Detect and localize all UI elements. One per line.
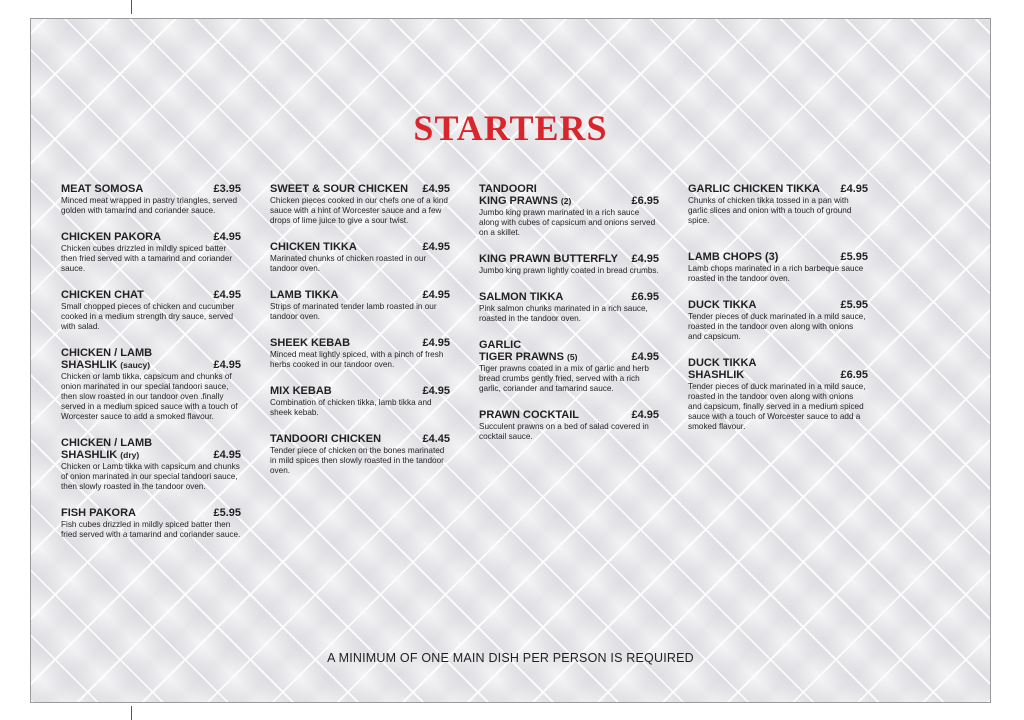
menu-item [688,183,868,226]
menu-page [30,18,991,703]
item-name: SHEEK KEBAB [270,337,351,349]
menu-item [61,437,241,492]
item-description: Strips of marinated tender lamb roasted in our tandoor oven. [270,302,437,321]
item-description: Lamb chops marinated in a rich barbeque sauce roasted in the tandoor oven. [688,264,864,283]
item-name: PRAWN COCKTAIL [479,409,580,421]
menu-item [270,433,450,476]
menu-item [270,183,450,226]
menu-item [61,507,241,540]
item-description: Tender pieces of duck marinated in a mild sauce, roasted in the tandoor oven along with onions and capsicum. [688,312,866,341]
item-price: £4.95 [631,351,659,363]
item-description: Combination of chicken tikka, lamb tikka and sheek kebab. [270,398,432,417]
item-name: SALMON TIKKA [479,291,564,303]
menu-item [479,339,659,394]
item-name-line2: TIGER PRAWNS [479,351,564,363]
menu-item [479,291,659,324]
menu-title: STARTERS [413,108,608,148]
item-description: Tiger prawns coated in a mix of garlic and herb bread crumbs gently fried, served with a rich garlic, coriander and tamarind sauce. [479,364,649,393]
item-name: MEAT SOMOSA [61,183,144,195]
item-price: £6.95 [631,291,659,303]
item-name: DUCK TIKKA [688,357,757,369]
item-description: Chicken cubes drizzled in mildly spiced batter then fried served with a tamarind and coriander sauce. [61,244,233,273]
menu-item [270,337,450,370]
item-price: £4.95 [422,289,450,301]
item-price: £5.95 [840,251,868,263]
item-description: Chicken or lamb tikka, capsicum and chunks of onion marinated in our special tandoori sauce, then slow roasted in our tandoor oven .finally served in a medium spiced sauce with a touch of Worcester sauce to add a smoked flavour. [61,372,238,421]
item-note: (2) [560,196,572,206]
item-description: Minced meat wrapped in pastry triangles, served golden with tamarind and coriander sauce. [61,196,238,215]
item-price: £4.95 [631,409,659,421]
item-description: Jumbo king prawn marinated in a rich sauce along with cubes of capsicum and onions served on a skillet. [479,208,656,237]
item-price: £4.95 [631,253,659,265]
item-description: Small chopped pieces of chicken and cucumber cooked in a medium strength dry sauce, served with salad. [61,302,235,331]
item-name: TANDOORI CHICKEN [270,433,382,445]
item-name: LAMB TIKKA [270,289,339,301]
item-price: £4.95 [422,385,450,397]
menu-item [479,409,659,442]
item-note: (5) [567,352,578,362]
item-description: Succulent prawns on a bed of salad covered in cocktail sauce. [479,422,649,441]
menu-item [61,347,241,422]
item-price: £4.95 [213,231,241,243]
menu-item [270,241,450,274]
item-description: Minced meat lightly spiced, with a pinch of fresh herbs cooked in our tandoor oven. [270,350,444,369]
item-description: Tender piece of chicken on the bones marinated in mild spices then slowly roasted in the tandoor oven. [270,446,445,475]
item-price: £4.95 [840,183,868,195]
item-price: £4.95 [422,241,450,253]
item-description: Marinated chunks of chicken roasted in our tandoor oven. [270,254,427,273]
item-description: Jumbo king prawn lightly coated in bread crumbs. [479,266,659,275]
menu-column-3 [479,183,659,442]
menu-item [479,183,659,238]
item-name: FISH PAKORA [61,507,136,519]
menu-column-1 [61,183,241,540]
item-price: £5.95 [840,299,868,311]
item-price: £6.95 [840,369,868,381]
item-price: £4.95 [213,449,241,461]
item-description: Tender pieces of duck marinated in a mild sauce, roasted in the tandoor oven along with onions and capsicum, finally served in a medium spiced sauce with a touch of Worcester sauce to add a smoked flavour. [688,382,866,431]
menu-item [688,251,868,284]
item-description: Chunks of chicken tikka tossed in a pan with garlic slices and onion with a touch of ground spice. [688,196,852,225]
item-price: £4.45 [422,433,450,445]
item-name: MIX KEBAB [270,385,332,397]
item-price: £4.95 [422,337,450,349]
item-name: SWEET & SOUR CHICKEN [270,183,409,195]
menu-item [270,385,450,418]
menu-item [479,253,659,276]
menu-item [61,289,241,332]
menu-item [688,357,868,432]
item-name-line2: SHASHLIK [688,369,745,381]
item-name: CHICKEN / LAMB [61,437,153,449]
menu-item [270,289,450,322]
item-name-line2: KING PRAWNS [479,195,558,207]
item-price: £4.95 [422,183,450,195]
menu-column-2 [270,183,450,476]
item-price: £4.95 [213,289,241,301]
item-description: Chicken or Lamb tikka with capsicum and chunks of onion marinated in our special tandoori sauce, then slowly roasted in the tandoor oven. [61,462,240,491]
item-name: CHICKEN TIKKA [270,241,357,253]
crop-mark [131,0,132,14]
menu-column-4 [688,183,868,432]
item-name: CHICKEN PAKORA [61,231,162,243]
crop-mark [131,706,132,720]
item-name: CHICKEN / LAMB [61,347,153,359]
item-name: KING PRAWN BUTTERFLY [479,253,618,265]
item-name-line2: SHASHLIK [61,359,118,371]
item-name: GARLIC [479,339,522,351]
item-name-line2: SHASHLIK [61,449,118,461]
item-description: Fish cubes drizzled in mildly spiced batter then fried served with a tamarind and coriander sauce. [61,520,241,539]
item-price: £5.95 [213,507,241,519]
item-name: LAMB CHOPS (3) [688,251,779,263]
menu-item [61,231,241,274]
item-note: (dry) [120,450,140,460]
item-name: TANDOORI [479,183,537,195]
minimum-order-notice: A MINIMUM OF ONE MAIN DISH PER PERSON IS REQUIRED [327,651,694,665]
item-price: £4.95 [213,359,241,371]
item-note: (saucy) [120,360,151,370]
item-name: GARLIC CHICKEN TIKKA [688,183,820,195]
item-description: Pink salmon chunks marinated in a rich sauce, roasted in the tandoor oven. [479,304,648,323]
item-name: CHICKEN CHAT [61,289,144,301]
item-description: Chicken pieces cooked in our chefs one of a kind sauce with a hint of Worcester sauce and a few drops of lime juice to give a sour twist. [270,196,448,225]
item-name: DUCK TIKKA [688,299,757,311]
menu-item [688,299,868,342]
item-price: £6.95 [631,195,659,207]
menu-item [61,183,241,216]
item-price: £3.95 [213,183,241,195]
